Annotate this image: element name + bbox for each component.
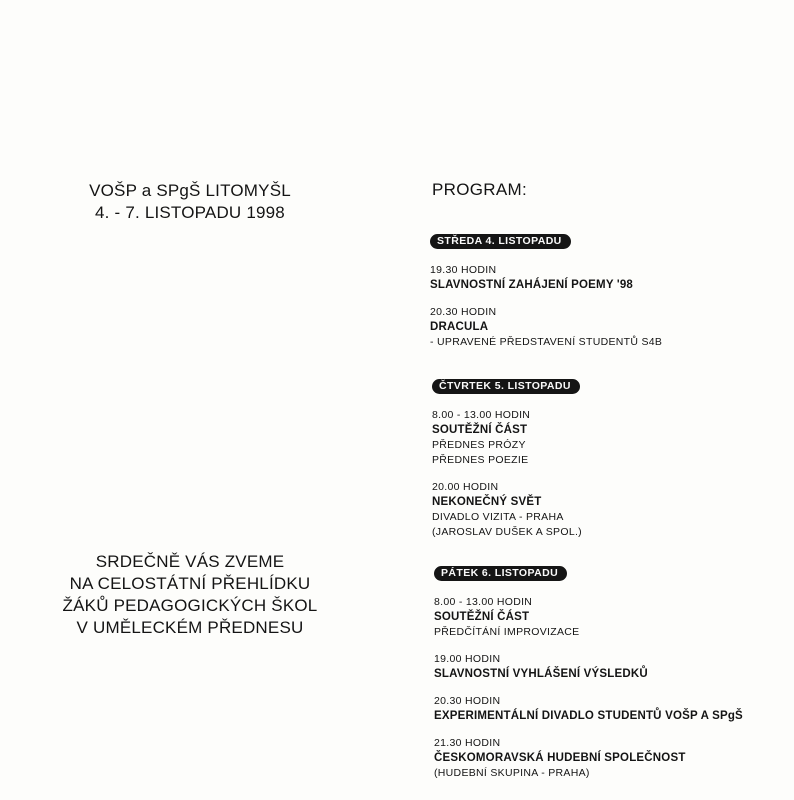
event-time: 8.00 - 13.00 HODIN (432, 409, 531, 421)
event-title: ČESKOMORAVSKÁ HUDEBNÍ SPOLEČNOST (434, 752, 686, 764)
event-time: 19.30 HODIN (430, 264, 497, 276)
invitation-line: ŽÁKŮ PEDAGOGICKÝCH ŠKOL (62, 596, 318, 615)
event-title: SOUTĚŽNÍ ČÁST (432, 424, 528, 436)
event-note: PŘEDNES POEZIE (432, 454, 529, 466)
event-time: 20.00 HODIN (432, 481, 499, 493)
event-note: - UPRAVENÉ PŘEDSTAVENÍ STUDENTŮ S4B (430, 336, 663, 348)
event-item (434, 736, 743, 781)
day-thursday (432, 376, 582, 540)
event-title: SLAVNOSTNÍ VYHLÁŠENÍ VÝSLEDKŮ (434, 668, 648, 680)
event-time: 8.00 - 13.00 HODIN (434, 596, 533, 608)
event-title: NEKONEČNÝ SVĚT (432, 496, 542, 508)
event-note: PŘEDNES PRÓZY (432, 439, 526, 451)
event-item (432, 408, 582, 468)
event-item (430, 305, 662, 350)
event-title: SOUTĚŽNÍ ČÁST (434, 611, 530, 623)
event-time: 20.30 HODIN (434, 695, 501, 707)
event-note: PŘEDČÍTÁNÍ IMPROVIZACE (434, 626, 580, 638)
invitation-text (40, 551, 340, 639)
day-badge: STŘEDA 4. LISTOPADU (430, 234, 571, 249)
invitation-line: V UMĚLECKÉM PŘEDNESU (76, 618, 304, 637)
day-badge: ČTVRTEK 5. LISTOPADU (432, 379, 580, 394)
event-item (434, 595, 743, 640)
event-time: 21.30 HODIN (434, 737, 501, 749)
program-title: PROGRAM: (432, 180, 527, 199)
event-time: 19.00 HODIN (434, 653, 501, 665)
event-note: (HUDEBNÍ SKUPINA - PRAHA) (434, 767, 590, 779)
event-dates: 4. - 7. LISTOPADU 1998 (95, 203, 285, 222)
school-header (60, 180, 320, 224)
event-item (432, 480, 582, 540)
day-badge: PÁTEK 6. LISTOPADU (434, 566, 567, 581)
school-name: VOŠP a SPgŠ LITOMYŠL (89, 181, 291, 200)
event-time: 20.30 HODIN (430, 306, 497, 318)
event-item (434, 694, 743, 724)
event-title: SLAVNOSTNÍ ZAHÁJENÍ POEMY '98 (430, 279, 634, 291)
invitation-line: SRDEČNĚ VÁS ZVEME (95, 552, 285, 571)
day-friday (434, 563, 743, 781)
event-title: DRACULA (430, 321, 489, 333)
event-item (434, 652, 743, 682)
invitation-line: NA CELOSTÁTNÍ PŘEHLÍDKU (69, 574, 311, 593)
event-note: (JAROSLAV DUŠEK A SPOL.) (432, 526, 582, 538)
event-note: DIVADLO VIZITA - PRAHA (432, 511, 564, 523)
event-item (430, 263, 662, 293)
day-wednesday (430, 231, 662, 350)
event-title: EXPERIMENTÁLNÍ DIVADLO STUDENTŮ VOŠP A SPgŠ (434, 710, 743, 722)
